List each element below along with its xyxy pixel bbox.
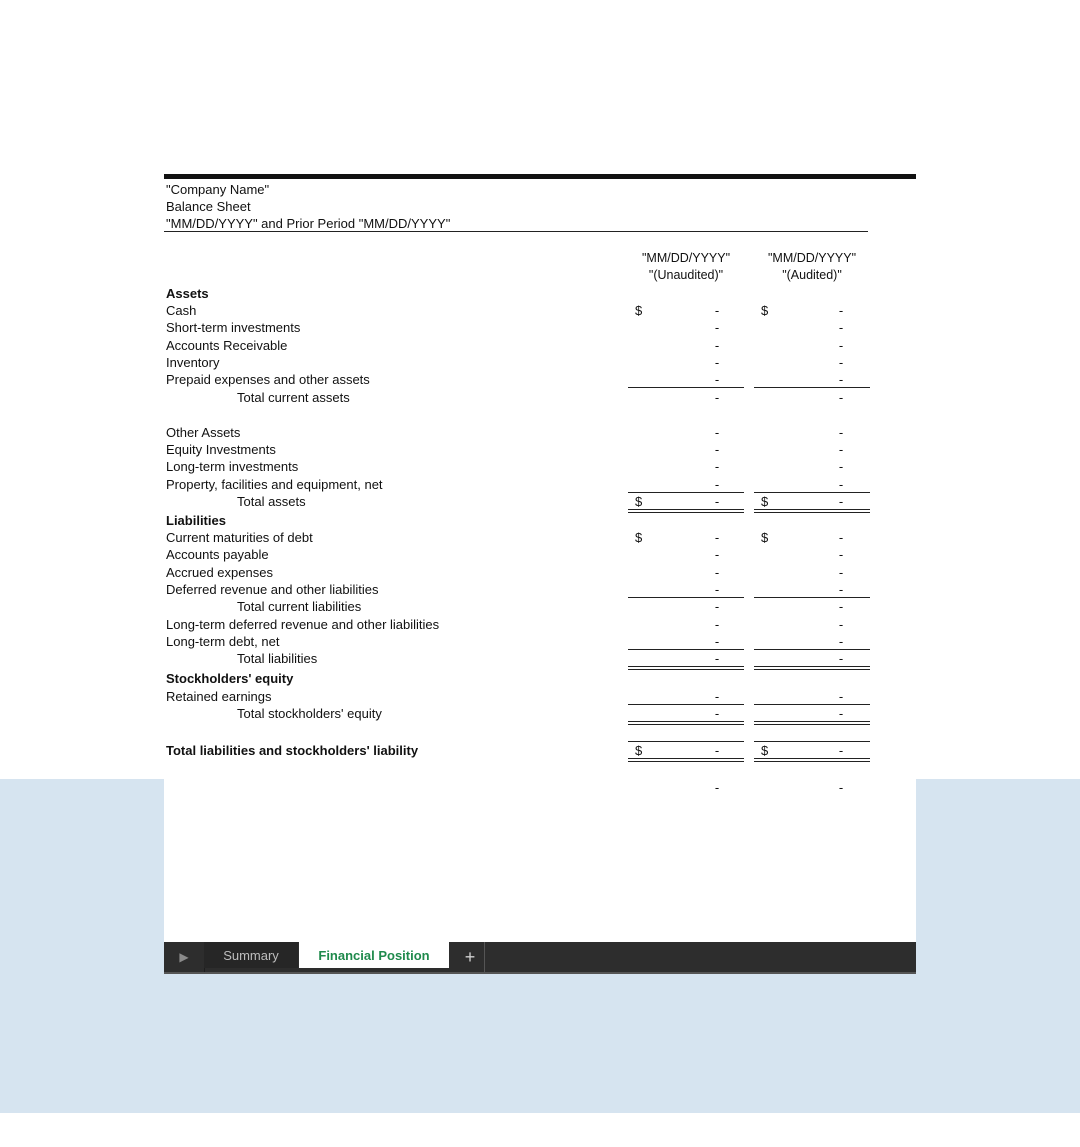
currency-symbol: $	[635, 530, 643, 545]
row-label: Total assets	[237, 494, 306, 509]
row-label: Retained earnings	[166, 689, 272, 704]
cell-value[interactable]: -	[838, 425, 844, 440]
column-status: "(Unaudited)"	[648, 268, 724, 282]
cell-value[interactable]: -	[714, 477, 720, 492]
cell-value[interactable]: -	[714, 689, 720, 704]
column-header-prior	[754, 250, 870, 284]
top-border	[628, 741, 744, 742]
balance-row	[164, 546, 916, 563]
balance-row	[164, 650, 916, 667]
spreadsheet-page	[164, 172, 916, 943]
row-label: Property, facilities and equipment, net	[166, 477, 383, 492]
tab-summary[interactable]: Summary	[204, 942, 298, 968]
cell-value[interactable]: -	[838, 634, 844, 649]
row-label: Total current assets	[237, 390, 350, 405]
row-label: Other Assets	[166, 425, 241, 440]
double-bottom-border	[628, 724, 744, 725]
balance-row	[164, 389, 916, 406]
row-label: Accounts payable	[166, 547, 269, 562]
balance-row	[164, 337, 916, 354]
cell-value[interactable]: -	[838, 565, 844, 580]
cell-value[interactable]: -	[714, 372, 720, 387]
row-label: Total liabilities	[237, 651, 318, 666]
row-label: Equity Investments	[166, 442, 276, 457]
company-name: "Company Name"	[166, 182, 270, 197]
cell-value[interactable]: -	[838, 530, 844, 545]
bottom-border	[754, 721, 870, 722]
column-date: "MM/DD/YYYY"	[767, 251, 857, 265]
currency-symbol: $	[761, 530, 769, 545]
currency-symbol: $	[761, 303, 769, 318]
sheet-tab-bar	[164, 942, 916, 974]
balance-row	[164, 493, 916, 510]
cell-value[interactable]: -	[714, 743, 720, 758]
currency-symbol: $	[635, 494, 643, 509]
cell-value[interactable]: -	[838, 372, 844, 387]
balance-row	[164, 285, 916, 302]
column-status: "(Audited)"	[782, 268, 842, 282]
row-label: Total current liabilities	[237, 599, 362, 614]
balance-row	[164, 302, 916, 319]
double-bottom-border	[754, 724, 870, 725]
cell-value[interactable]: -	[714, 651, 720, 666]
double-bottom-border	[628, 761, 744, 762]
row-label: Long-term debt, net	[166, 634, 280, 649]
bottom-border	[754, 387, 870, 388]
cell-value[interactable]: -	[838, 706, 844, 721]
report-period: "MM/DD/YYYY" and Prior Period "MM/DD/YYYY"	[166, 216, 451, 231]
cell-value[interactable]: -	[838, 355, 844, 370]
bottom-border	[628, 758, 744, 759]
currency-symbol: $	[635, 743, 643, 758]
row-label: Accounts Receivable	[166, 338, 288, 353]
cell-value[interactable]: -	[714, 303, 720, 318]
cell-value[interactable]: -	[714, 442, 720, 457]
balance-row	[164, 742, 916, 759]
row-label: Inventory	[166, 355, 220, 370]
balance-row	[164, 779, 916, 796]
cell-value[interactable]: -	[838, 303, 844, 318]
balance-row	[164, 564, 916, 581]
row-label: Accrued expenses	[166, 565, 273, 580]
balance-row	[164, 371, 916, 388]
cell-value[interactable]: -	[838, 442, 844, 457]
double-bottom-border	[754, 761, 870, 762]
balance-row	[164, 670, 916, 687]
header-rule	[164, 231, 868, 232]
row-label: Liabilities	[166, 513, 226, 528]
header-border	[164, 174, 916, 179]
bottom-border	[628, 666, 744, 667]
row-label: Long-term deferred revenue and other liabilities	[166, 617, 440, 632]
row-label: Total stockholders' equity	[237, 706, 382, 721]
cell-value[interactable]: -	[838, 390, 844, 405]
column-date: "MM/DD/YYYY"	[641, 251, 731, 265]
cell-value[interactable]: -	[714, 355, 720, 370]
balance-row	[164, 319, 916, 336]
tab-financial-position[interactable]: Financial Position	[299, 942, 449, 968]
top-border	[754, 741, 870, 742]
balance-row	[164, 458, 916, 475]
cell-value[interactable]: -	[838, 459, 844, 474]
cell-value[interactable]: -	[714, 617, 720, 632]
balance-row	[164, 581, 916, 598]
cell-value[interactable]: -	[714, 320, 720, 335]
balance-row	[164, 529, 916, 546]
cell-value[interactable]: -	[714, 780, 720, 795]
row-label: Prepaid expenses and other assets	[166, 372, 370, 387]
bottom-border	[754, 666, 870, 667]
add-sheet-icon[interactable]: +	[456, 942, 485, 972]
cell-value[interactable]: -	[714, 459, 720, 474]
cell-value[interactable]: -	[838, 743, 844, 758]
cell-value[interactable]: -	[714, 390, 720, 405]
cell-value[interactable]: -	[714, 582, 720, 597]
balance-row	[164, 512, 916, 529]
row-label: Deferred revenue and other liabilities	[166, 582, 379, 597]
tab-scroll-icon[interactable]: ▶	[164, 942, 205, 972]
cell-value[interactable]: -	[714, 599, 720, 614]
cell-value[interactable]: -	[838, 689, 844, 704]
cell-value[interactable]: -	[714, 530, 720, 545]
bottom-border	[754, 509, 870, 510]
cell-value[interactable]: -	[838, 547, 844, 562]
cell-value[interactable]: -	[838, 494, 844, 509]
cell-value[interactable]: -	[838, 320, 844, 335]
cell-value[interactable]: -	[714, 565, 720, 580]
currency-symbol: $	[635, 303, 643, 318]
bottom-border	[628, 387, 744, 388]
cell-value[interactable]: -	[714, 338, 720, 353]
currency-symbol: $	[761, 743, 769, 758]
row-label: Cash	[166, 303, 197, 318]
row-label: Current maturities of debt	[166, 530, 313, 545]
row-label: Short-term investments	[166, 320, 301, 335]
row-label: Assets	[166, 286, 209, 301]
cell-value[interactable]: -	[838, 651, 844, 666]
row-label: Stockholders' equity	[166, 671, 294, 686]
cell-value[interactable]: -	[838, 617, 844, 632]
cell-value[interactable]: -	[714, 634, 720, 649]
column-header-current	[628, 250, 744, 284]
balance-row	[164, 441, 916, 458]
cell-value[interactable]: -	[838, 338, 844, 353]
bottom-border	[628, 509, 744, 510]
cell-value[interactable]: -	[838, 477, 844, 492]
bottom-border	[628, 721, 744, 722]
cell-value[interactable]: -	[714, 706, 720, 721]
balance-row	[164, 688, 916, 705]
row-label: Long-term investments	[166, 459, 299, 474]
cell-value[interactable]: -	[714, 547, 720, 562]
report-title: Balance Sheet	[166, 199, 251, 214]
balance-row	[164, 633, 916, 650]
cell-value[interactable]: -	[714, 494, 720, 509]
balance-row	[164, 424, 916, 441]
row-label: Total liabilities and stockholders' liability	[166, 743, 419, 758]
bottom-border	[754, 758, 870, 759]
cell-value[interactable]: -	[838, 599, 844, 614]
balance-row	[164, 476, 916, 493]
balance-row	[164, 705, 916, 722]
balance-row	[164, 354, 916, 371]
currency-symbol: $	[761, 494, 769, 509]
balance-row	[164, 598, 916, 615]
cell-value[interactable]: -	[838, 780, 844, 795]
cell-value[interactable]: -	[714, 425, 720, 440]
balance-row	[164, 616, 916, 633]
cell-value[interactable]: -	[838, 582, 844, 597]
